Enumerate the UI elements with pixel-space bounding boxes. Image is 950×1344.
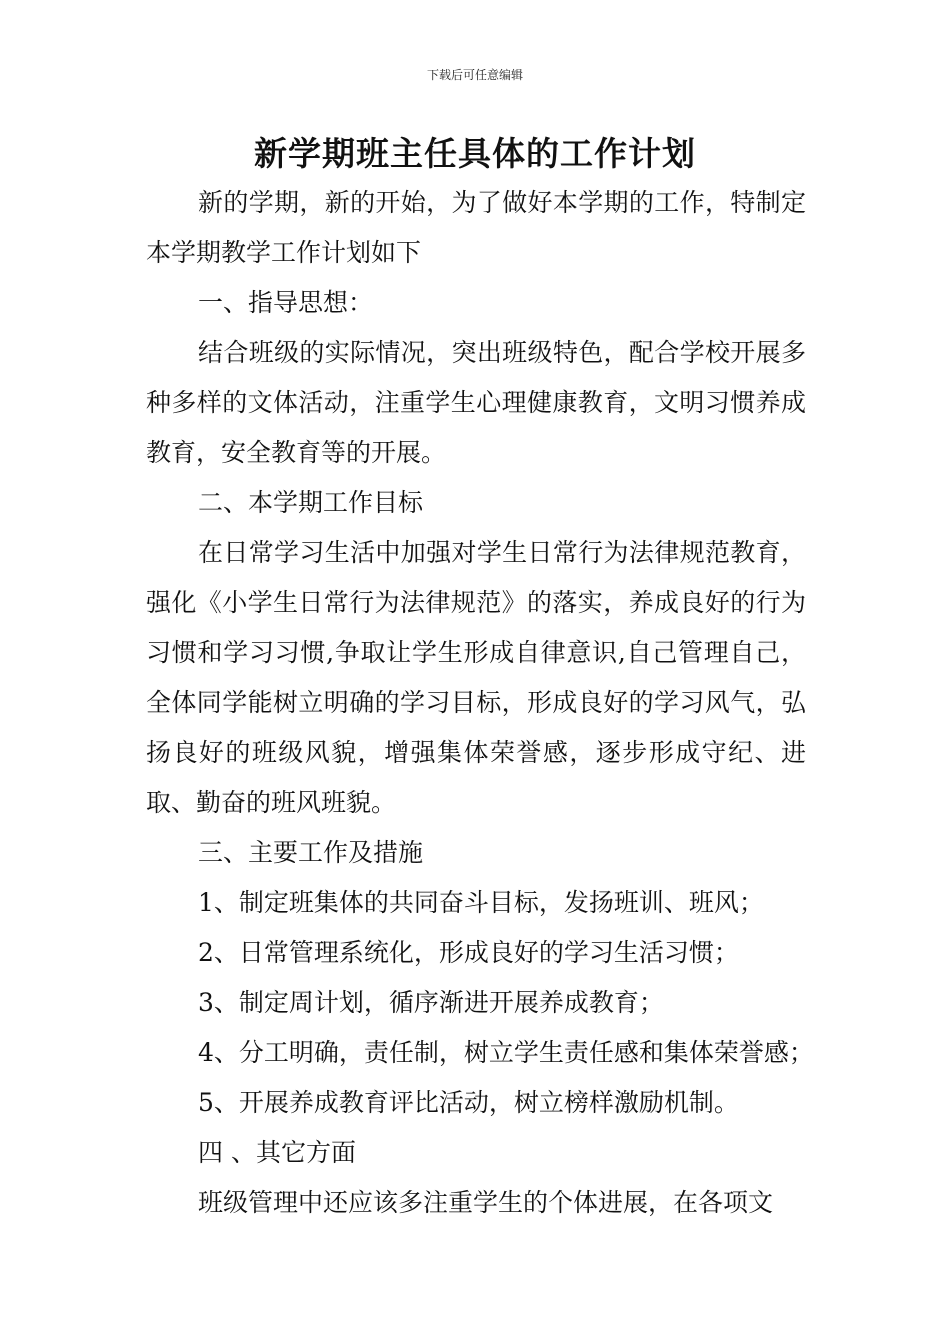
list-item: 3、制定周计划，循序渐进开展养成教育； (198, 988, 664, 1017)
download-note: 下载后可任意编辑 (426, 68, 523, 82)
list-item: 4、分工明确，责任制，树立学生责任感和集体荣誉感； (198, 1038, 814, 1067)
section-body-semester-goals: 在日常学习生活中加强对学生日常行为法律规范教育，强化《小学生日常行为法律规范》的落实，养成良好的行为习惯和学习习惯,争取让学生形成自律意识,自己管理自己，全体同学能树立明确的学习目标，形成良好的学习风气，弘扬良好的班级风貌，增强集体荣誉感，逐步形成守纪、进取、勤奋的班风班貌。 (146, 538, 806, 817)
intro-paragraph: 新的学期，新的开始，为了做好本学期的工作，特制定本学期教学工作计划如下 (146, 188, 806, 267)
section-heading-guiding-ideas: 一、指导思想： (198, 288, 374, 317)
document-body (146, 178, 814, 1228)
section-body-guiding-ideas: 结合班级的实际情况，突出班级特色，配合学校开展多种多样的文体活动，注重学生心理健康教育，文明习惯养成教育，安全教育等的开展。 (146, 338, 806, 467)
list-item: 2、日常管理系统化，形成良好的学习生活习惯； (198, 938, 739, 967)
section-heading-main-measures: 三、主要工作及措施 (198, 838, 424, 867)
section-body-other-aspects: 班级管理中还应该多注重学生的个体进展，在各项文 (198, 1188, 774, 1217)
section-heading-other-aspects: 四 、其它方面 (198, 1138, 356, 1167)
list-item: 1、制定班集体的共同奋斗目标，发扬班训、班风； (198, 888, 764, 917)
section-heading-semester-goals: 二、本学期工作目标 (198, 488, 424, 517)
list-item: 5、开展养成教育评比活动，树立榜样激励机制。 (198, 1088, 739, 1117)
document-title: 新学期班主任具体的工作计划 (254, 134, 696, 173)
